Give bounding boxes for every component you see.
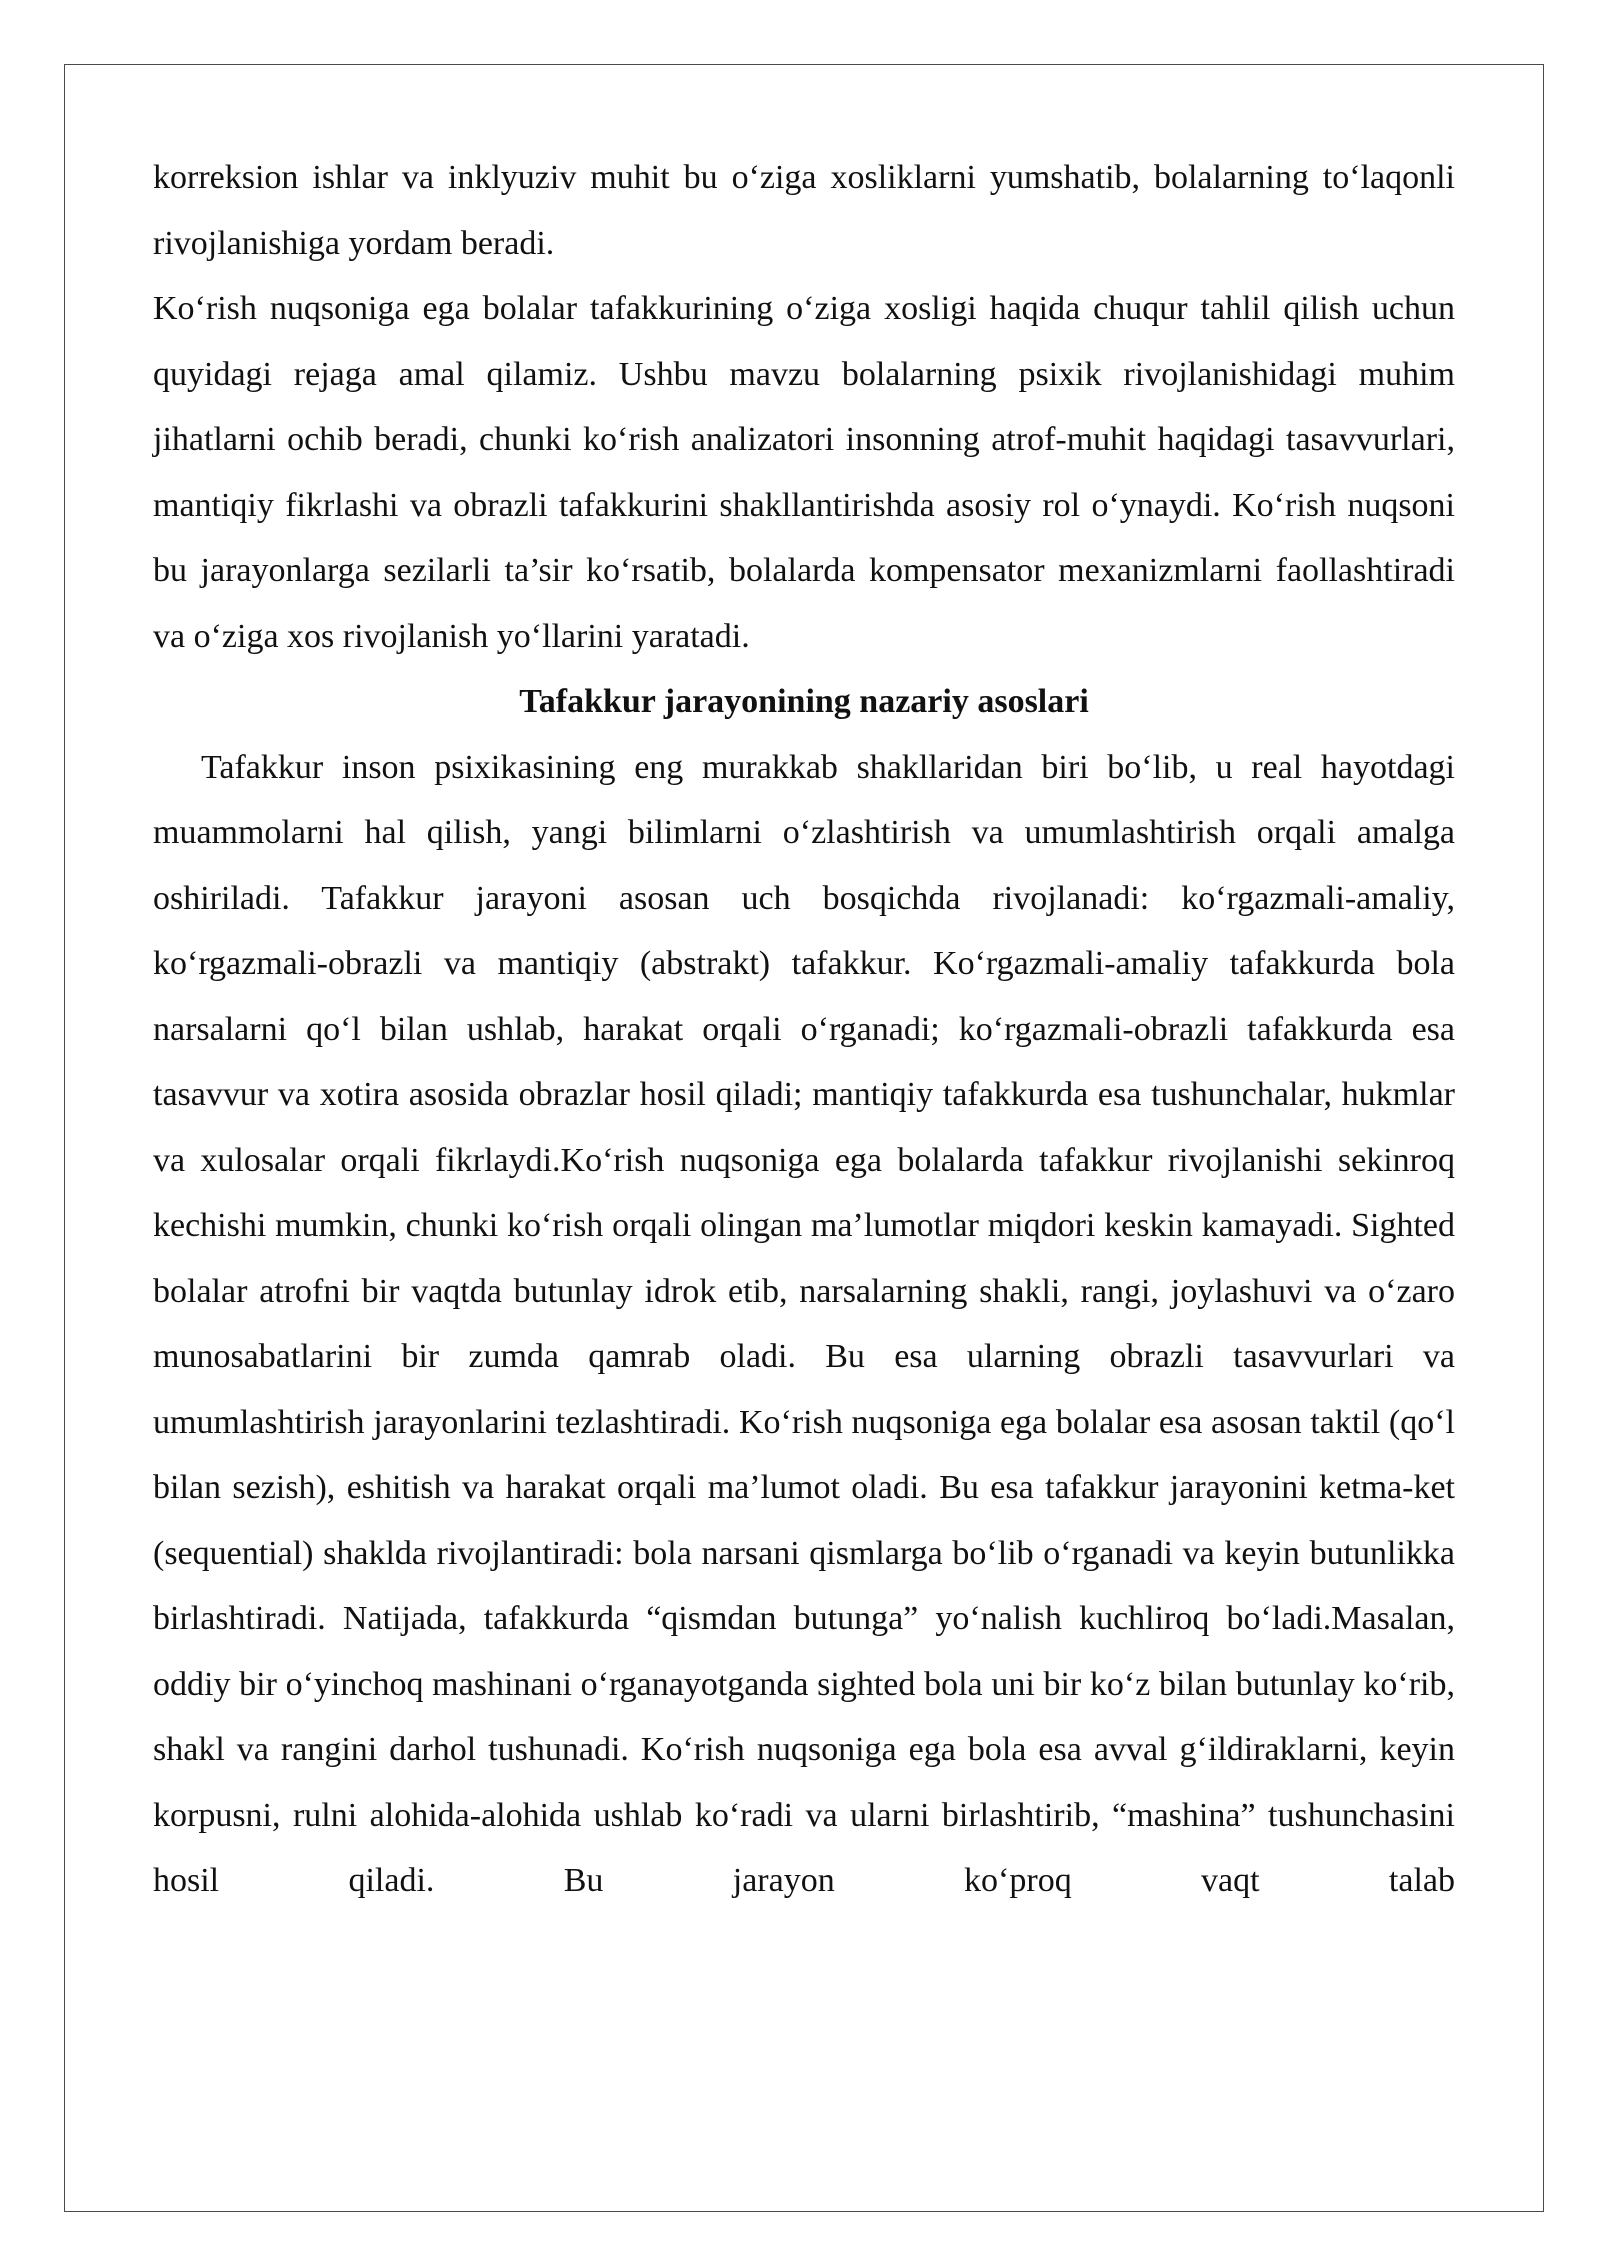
paragraph-theory: Tafakkur inson psixikasining eng murakkab shakllaridan biri bo‘lib, u real hayotdagi muammolarni hal qilish, yangi bilimlarni o‘zlashtirish va umumlashtirish orqali amalga oshiriladi. Tafakkur jarayoni asosan uch bosqichda rivojlanadi: ko‘rgazmali-amaliy, ko‘rgazmali-obrazli va mantiqiy (abstrakt) tafakkur. Ko‘rgazmali-amaliy tafakkurda bola narsalarni qo‘l bilan ushlab, harakat orqali o‘rganadi; ko‘rgazmali-obrazli tafakkurda esa tasavvur va xotira asosida obrazlar hosil qiladi; mantiqiy tafakkurda esa tushunchalar, hukmlar va xulosalar orqali fikrlaydi.Ko‘rish nuqsoniga ega bolalarda tafakkur rivojlanishi sekinroq kechishi mumkin, chunki ko‘rish orqali olingan ma’lumotlar miqdori keskin kamayadi. Sighted bolalar atrofni bir vaqtda butunlay idrok etib, narsalarning shakli, rangi, joylashuvi va o‘zaro munosabatlarini bir zumda qamrab oladi. Bu esa ularning obrazli tasavvurlari va umumlashtirish jarayonlarini tezlashtiradi. Ko‘rish nuqsoniga ega bolalar esa asosan taktil (qo‘l bilan sezish), eshitish va harakat orqali ma’lumot oladi. Bu esa tafakkur jarayonini ketma-ket (sequential) shaklda rivojlantiradi: bola narsani qismlarga bo‘lib o‘rganadi va keyin butunlikka birlashtiradi. Natijada, tafakkurda “qismdan butunga” yo‘nalish kuchliroq bo‘ladi.Masalan, oddiy bir o‘yinchoq mashinani o‘rganayotganda sighted bola uni bir ko‘z bilan butunlay ko‘rib, shakl va rangini darhol tushunadi. Ko‘rish nuqsoniga ega bola esa avval g‘ildiraklarni, keyin korpusni, rulni alohida-alohida ushlab ko‘radi va ularni birlashtirib, “mashina” tushunchasini hosil qiladi. Bu jarayon ko‘proq vaqt talab [153, 748, 1455, 1899]
section-heading: Tafakkur jarayonining nazariy asoslari [519, 683, 1089, 720]
document-body [153, 145, 1455, 1914]
paragraph-continuation: korreksion ishlar va inklyuziv muhit bu o‘ziga xosliklarni yumshatib, bolalarning to‘laqonli rivojlanishiga yordam beradi. [153, 159, 1455, 262]
paragraph-intro: Ko‘rish nuqsoniga ega bolalar tafakkurining o‘ziga xosligi haqida chuqur tahlil qilish uchun quyidagi rejaga amal qilamiz. Ushbu mavzu bolalarning psixik rivojlanishidagi muhim jihatlarni ochib beradi, chunki ko‘rish analizatori insonning atrof-muhit haqidagi tasavvurlari, mantiqiy fikrlashi va obrazli tafakkurini shakllantirishda asosiy rol o‘ynaydi. Ko‘rish nuqsoni bu jarayonlarga sezilarli ta’sir ko‘rsatib, bolalarda kompensator mexanizmlarni faollashtiradi va o‘ziga xos rivojlanish yo‘llarini yaratadi. [153, 290, 1455, 655]
